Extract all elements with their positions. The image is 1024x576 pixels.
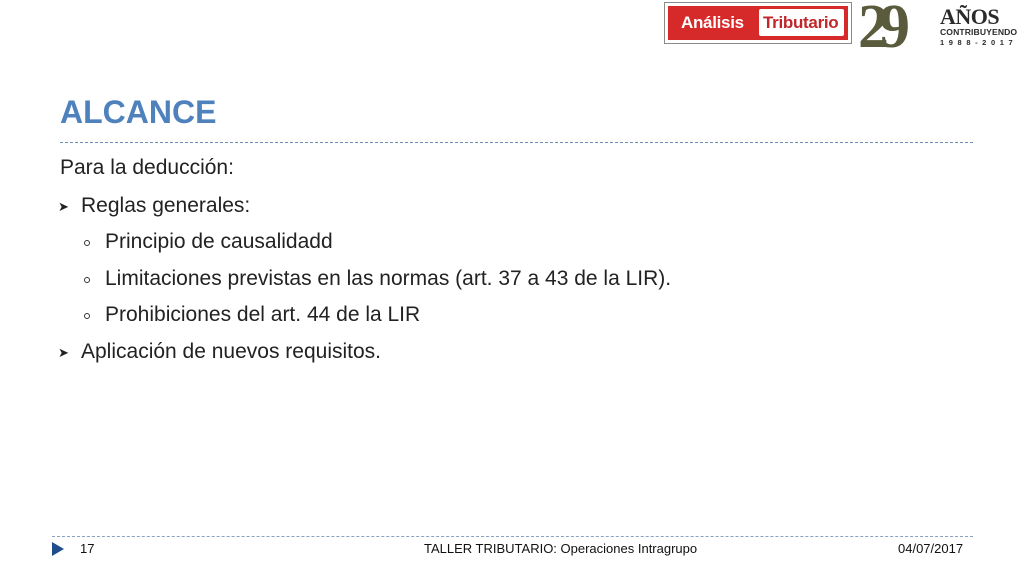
bullet-reglas-generales: Reglas generales: bbox=[81, 194, 251, 217]
footer-divider bbox=[52, 536, 973, 537]
footer-date: 04/07/2017 bbox=[898, 541, 964, 556]
bullet-aplicacion: Aplicación de nuevos requisitos. bbox=[81, 340, 382, 363]
anniversary-contribuyendo: CONTRIBUYENDO bbox=[940, 27, 1018, 37]
sub-bullet-principio: Principio de causalidadd bbox=[105, 230, 333, 253]
logo-word-tributario: Tributario bbox=[763, 13, 839, 32]
sub-bullet-prohibiciones: Prohibiciones del art. 44 de la LIR bbox=[105, 303, 421, 326]
page-number: 17 bbox=[80, 541, 95, 556]
slide-title: ALCANCE bbox=[60, 94, 217, 130]
anniversary-years: 1988-2017 bbox=[940, 38, 1018, 47]
play-icon[interactable] bbox=[52, 542, 64, 556]
title-divider bbox=[60, 142, 973, 143]
circle-bullet-icon bbox=[84, 240, 90, 246]
logo-word-analisis: Análisis bbox=[681, 13, 744, 32]
analisis-tributario-logo bbox=[664, 2, 852, 44]
sub-bullet-limitaciones: Limitaciones previstas en las normas (art. 37 a 43 de la LIR). bbox=[105, 267, 672, 290]
circle-bullet-icon bbox=[84, 277, 90, 283]
arrow-bullet-icon: ➤ bbox=[58, 346, 69, 361]
anniversary-anos: AÑOS bbox=[940, 4, 1000, 29]
anniversary-number: 29 bbox=[858, 0, 900, 61]
circle-bullet-icon bbox=[84, 313, 90, 319]
arrow-bullet-icon: ➤ bbox=[58, 200, 69, 215]
anniversary-logo bbox=[858, 0, 1024, 61]
intro-text: Para la deducción: bbox=[60, 156, 234, 179]
footer-title: TALLER TRIBUTARIO: Operaciones Intragrupo bbox=[424, 541, 698, 556]
